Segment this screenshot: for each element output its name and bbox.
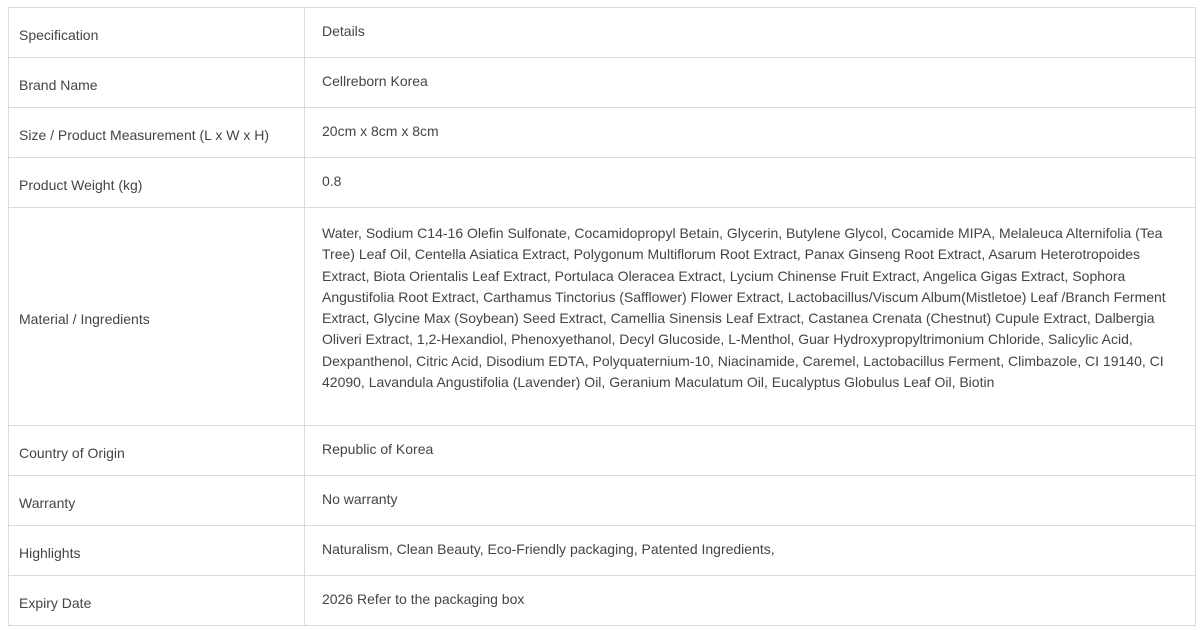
table-header-row bbox=[9, 8, 1196, 58]
row-label: Material / Ingredients bbox=[9, 208, 305, 426]
specification-table bbox=[8, 7, 1196, 626]
row-label: Highlights bbox=[9, 526, 305, 576]
row-label: Country of Origin bbox=[9, 426, 305, 476]
row-value: No warranty bbox=[305, 476, 1196, 526]
table-row-warranty bbox=[9, 476, 1196, 526]
header-details: Details bbox=[305, 8, 1196, 58]
row-label: Warranty bbox=[9, 476, 305, 526]
row-value: Naturalism, Clean Beauty, Eco-Friendly packaging, Patented Ingredients, bbox=[305, 526, 1196, 576]
row-value: Water, Sodium C14-16 Olefin Sulfonate, Cocamidopropyl Betain, Glycerin, Butylene Glycol, Cocamide MIPA, Melaleuca Alternifolia (Tea Tree) Leaf Oil, Centella Asiatica Extract, Polygonum Multiflorum Root Extract, Panax Ginseng Root Extract, Asarum Heterotropoides Extract, Biota Orientalis Leaf Extract, Portulaca Oleracea Extract, Lycium Chinense Fruit Extract, Angelica Gigas Extract, Sophora Angustifolia Root Extract, Carthamus Tinctorius (Safflower) Flower Extract, Lactobacillus/Viscum Album(Mistletoe) Leaf /Branch Ferment Extract, Glycine Max (Soybean) Seed Extract, Camellia Sinensis Leaf Extract, Castanea Crenata (Chestnut) Cupule Extract, Dalbergia Oliveri Extract, 1,2-Hexandiol, Phenoxyethanol, Decyl Glucoside, L-Menthol, Guar Hydroxypropyltrimonium Chloride, Salicylic Acid, Dexpanthenol, Citric Acid, Disodium EDTA, Polyquaternium-10, Niacinamide, Caremel, Lactobacillus Ferment, Climbazole, CI 19140, CI 42090, Lavandula Angustifolia (Lavender) Oil, Geranium Maculatum Oil, Eucalyptus Globulus Leaf Oil, Biotin bbox=[305, 208, 1196, 426]
row-value: Cellreborn Korea bbox=[305, 58, 1196, 108]
row-value: 0.8 bbox=[305, 158, 1196, 208]
table-row-country-of-origin bbox=[9, 426, 1196, 476]
row-value: Republic of Korea bbox=[305, 426, 1196, 476]
table-row-size bbox=[9, 108, 1196, 158]
row-value: 2026 Refer to the packaging box bbox=[305, 576, 1196, 626]
table-row-highlights bbox=[9, 526, 1196, 576]
row-value: 20cm x 8cm x 8cm bbox=[305, 108, 1196, 158]
row-label: Product Weight (kg) bbox=[9, 158, 305, 208]
table-row-expiry-date bbox=[9, 576, 1196, 626]
row-label: Brand Name bbox=[9, 58, 305, 108]
table-row-ingredients bbox=[9, 208, 1196, 426]
header-specification: Specification bbox=[9, 8, 305, 58]
table-row-weight bbox=[9, 158, 1196, 208]
row-label: Size / Product Measurement (L x W x H) bbox=[9, 108, 305, 158]
table-row-brand-name bbox=[9, 58, 1196, 108]
row-label: Expiry Date bbox=[9, 576, 305, 626]
